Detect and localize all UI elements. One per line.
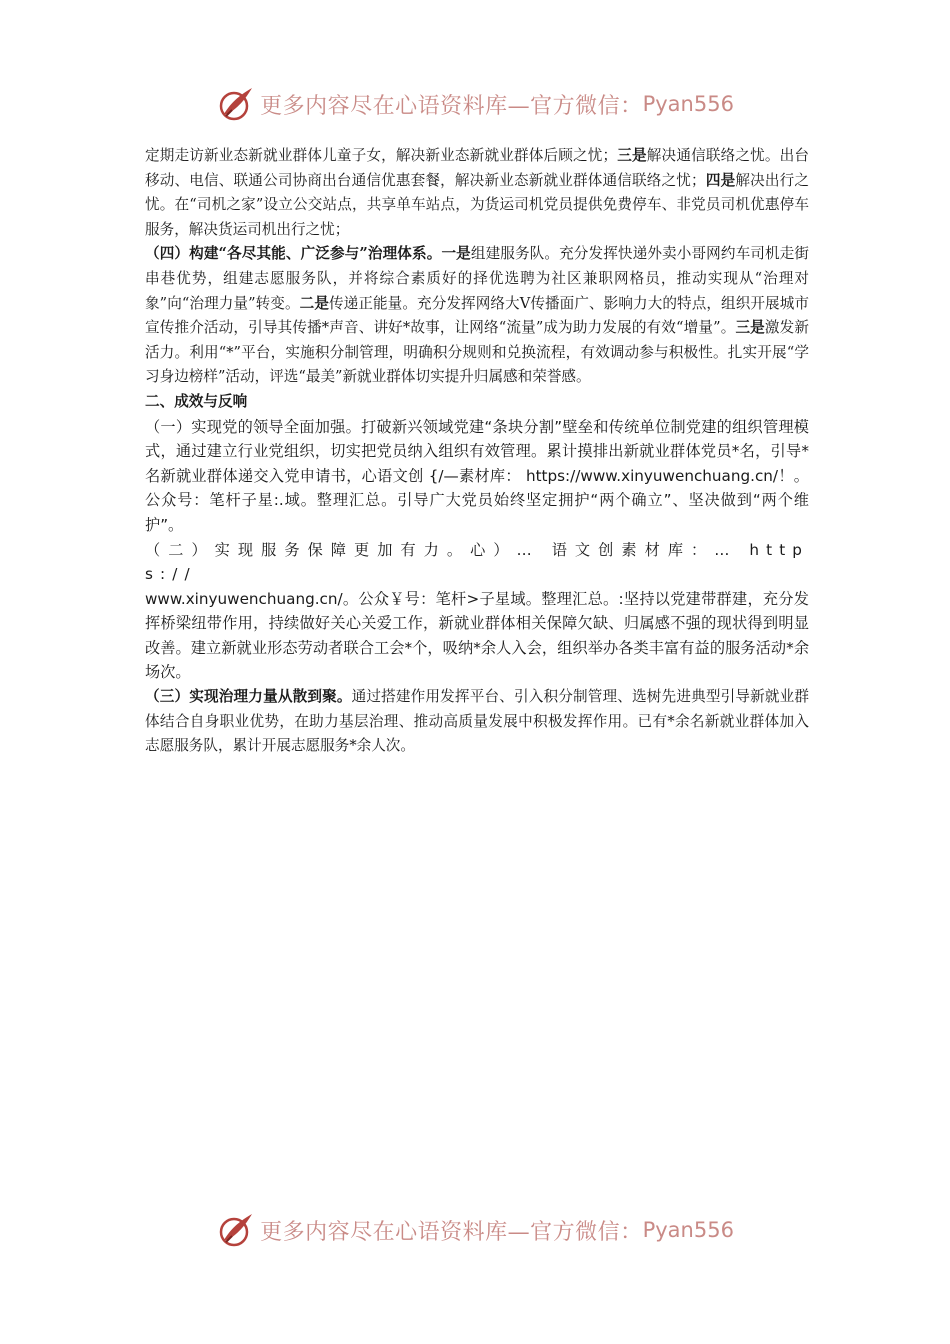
section-heading: 二、成效与反响 bbox=[145, 392, 248, 410]
paragraph-governance: （四）构建“各尽其能、广泛参与”治理体系。一是组建服务队。充分发挥快递外卖小哥网约车司机走街串巷优势，组建志愿服务队，并将综合素质好的择优选聘为社区兼职网格员，推动实现从“治理对象”向“治理力量”转变。二是传递正能量。充分发挥网络大V传播面广、影响力大的特点，组织开展城市宣传推介活动，引导其传播*声音、讲好*故事，让网络“流量”成为助力发展的有效“增量”。三是激发新活力。利用“*”平台，实施积分制管理，明确积分规则和兑换流程，有效调动参与积极性。扎实开展“学习身边榜样”活动，评选“最美”新就业群体切实提升归属感和荣誉感。 bbox=[145, 245, 809, 386]
paragraph-service-line1: （二）实现服务保障更加有力。心）… 语文创素材库：… https:// bbox=[145, 540, 809, 584]
paragraph-service: www.xinyuwenchuang.cn/。公众￥号：笔杆>子星域。整理汇总。:坚持以党建带群建，充分发挥桥梁纽带作用，持续做好关心关爱工作，新就业群体相关保障欠缺、归属感不强的现状得到明显改善。建立新就业形态劳动者联合工会*个，吸纳*余人入会，组织举办各类丰富有益的服务活动*余场次。 bbox=[145, 589, 809, 682]
paragraph-aggregation: （三）实现治理力量从散到聚。通过搭建作用发挥平台、引入积分制管理、选树先进典型引导新就业群体结合自身职业优势，在助力基层治理、推动高质量发展中积极发挥作用。已有*余名新就业群体加入志愿服务队，累计开展志愿服务*余人次。 bbox=[145, 688, 809, 755]
header-banner bbox=[0, 82, 950, 126]
emphasis: 四是 bbox=[705, 171, 736, 189]
paragraph-leadership: （一）实现党的领导全面加强。打破新兴领域党建“条块分割”壁垒和传统单位制党建的组织管理模式，通过建立行业党组织，切实把党员纳入组织有效管理。累计摸排出新就业群体党员*名，引导*名新就业群体递交入党申请书，心语文创 {/—素材库： https://www.xinyuwenchuang.cn/！。公众号：笔杆子星:.域。整理汇总。引导广大党员始终坚定拥护“两个确立”、坚决做到“两个维护”。 bbox=[145, 417, 809, 534]
banner-text: 更多内容尽在心语资料库—官方微信： bbox=[260, 1219, 643, 1245]
document-body bbox=[145, 144, 809, 759]
footer-banner bbox=[0, 1208, 950, 1252]
quill-logo-icon bbox=[216, 84, 256, 124]
emphasis: 一是 bbox=[441, 245, 471, 263]
banner-handle: Pyan556 bbox=[642, 92, 734, 116]
emphasis: 二是 bbox=[299, 294, 329, 312]
emphasis: 三是 bbox=[617, 147, 647, 164]
emphasis: 三是 bbox=[735, 319, 765, 337]
paragraph-continuation: 定期走访新业态新就业群体儿童子女，解决新业态新就业群体后顾之忧；三是解决通信联络之忧。出台移动、电信、联通公司协商出台通信优惠套餐，解决新业态新就业群体通信联络之忧；四是解决出行之忧。在“司机之家”设立公交站点，共享单车站点，为货运司机党员提供免费停车、非党员司机优惠停车服务，解决货运司机出行之忧； bbox=[145, 147, 809, 238]
banner-text: 更多内容尽在心语资料库—官方微信： bbox=[260, 93, 643, 119]
quill-logo-icon bbox=[216, 1210, 256, 1250]
subheading: （三）实现治理力量从散到聚。 bbox=[145, 688, 352, 706]
banner-handle: Pyan556 bbox=[642, 1218, 734, 1242]
subheading: （四）构建“各尽其能、广泛参与”治理体系。 bbox=[145, 245, 442, 263]
